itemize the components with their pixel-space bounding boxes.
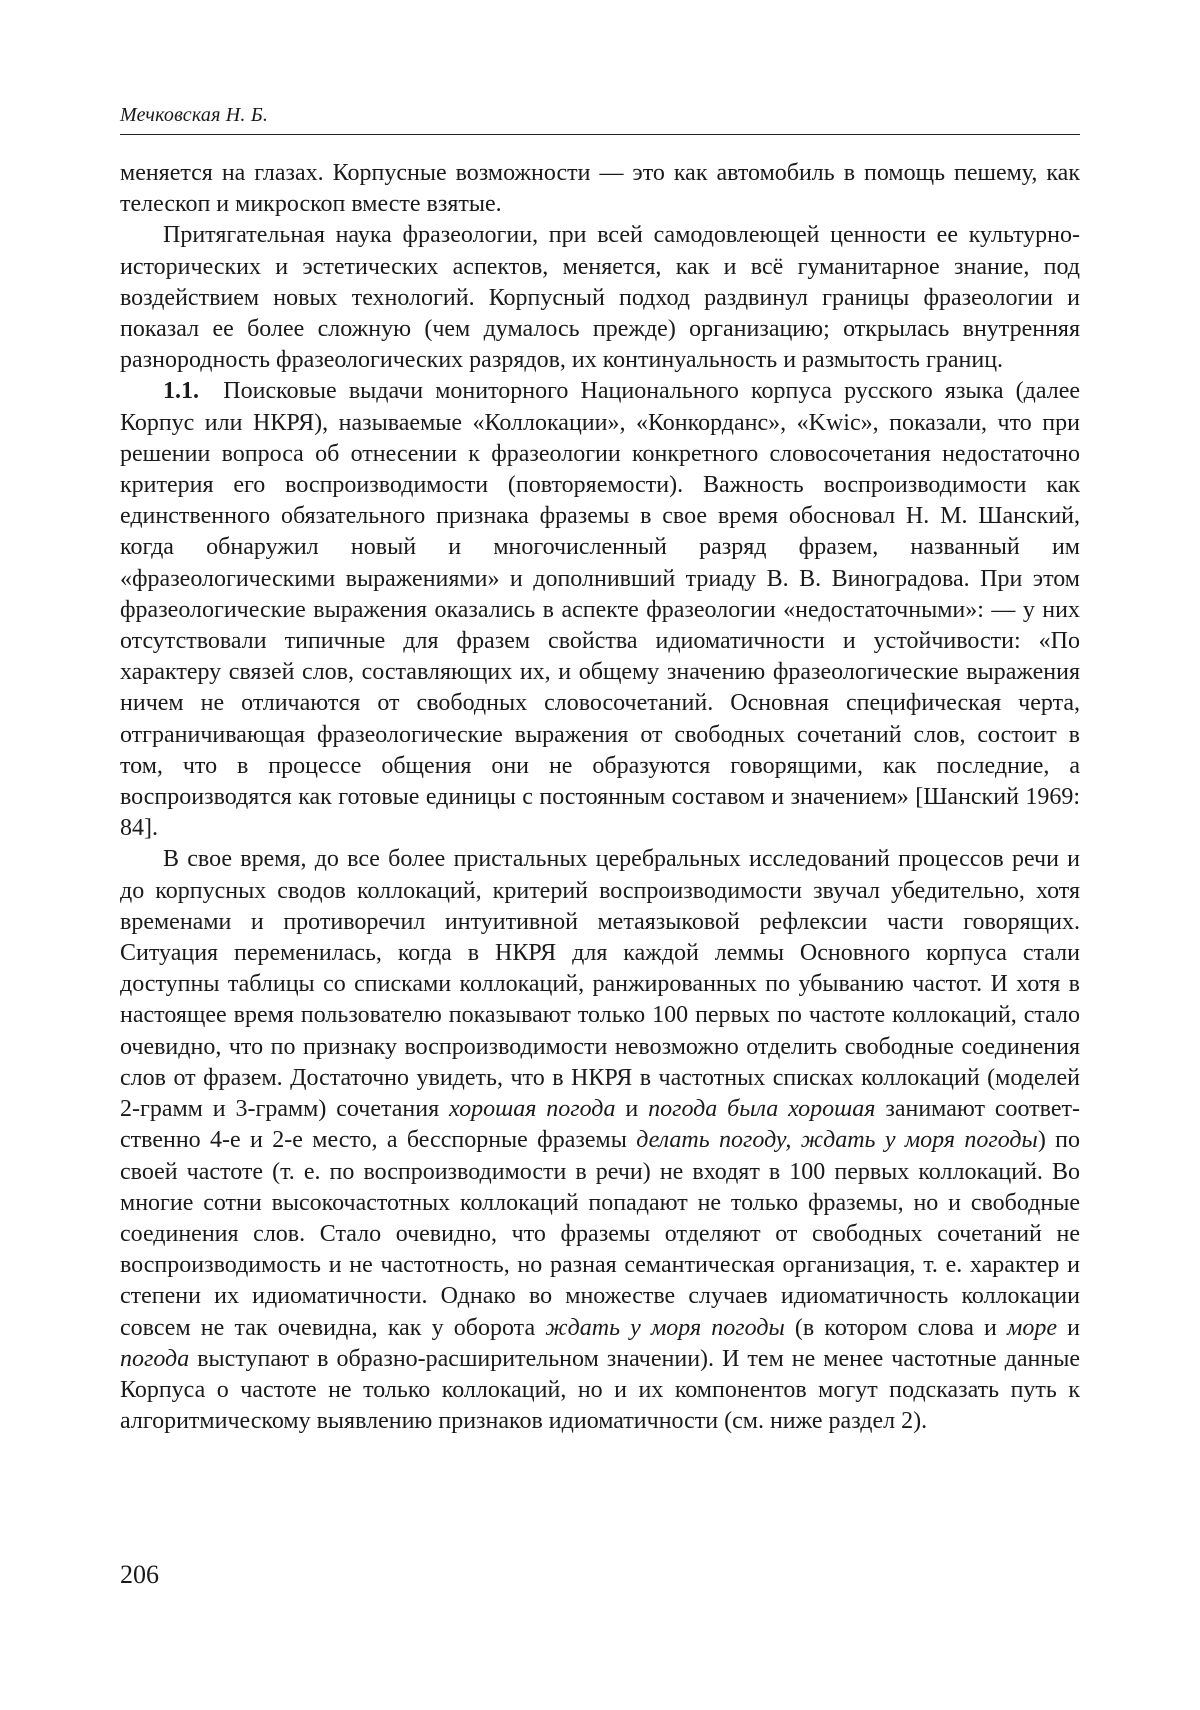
paragraph-4-text-c: занимают соответственно 4-е и 2-е место, а бесспорные фраземы: [120, 1096, 1081, 1154]
header-rule: [120, 134, 1080, 135]
running-head: Мечковская Н. Б.: [120, 104, 269, 126]
example-italic-3: делать погоду, ждать у моря погоды: [636, 1127, 1038, 1154]
section-number: 1.1.: [163, 378, 199, 405]
example-italic-1: хорошая погода: [449, 1096, 616, 1123]
paragraph-4-text-e: (в котором слова и: [784, 1314, 1008, 1341]
example-italic-5: море: [1007, 1314, 1058, 1341]
paragraph-4-text-b: и: [615, 1096, 649, 1123]
example-italic-2: погода была хорошая: [648, 1096, 876, 1123]
paragraph-1: меняется на глазах. Корпусные возможности — это как автомобиль в помощь пешему, как телескоп и микроскоп вместе взятые.: [120, 160, 1080, 218]
paragraph-4-text-f: и: [1057, 1314, 1081, 1341]
paragraph-2: Притягательная наука фразеологии, при всей самодовлеющей ценности ее культурно-исторических и эстетических аспектов, меняется, как и всё гуманитарное знание, под воздействием новых технологий. Корпусный подход раздвинул границы фразеологии и показал ее более сложную (чем думалось прежде) организацию; открылась внутренняя разнородность фразеологических разрядов, их континуальность и размытость границ.: [120, 222, 1080, 374]
page-number: 206: [120, 1560, 159, 1589]
example-italic-6: погода: [120, 1345, 190, 1372]
example-italic-4: ждать у моря погоды: [545, 1314, 785, 1341]
body-text: [120, 158, 1080, 1437]
paragraph-4-text-g: выступают в образно-расширительном значении). И тем не менее частотные данные Корпуса о частоте не только коллокаций, но и их компонентов могут подсказать путь к алгоритмическому выявлению признаков идиоматичности (см. ниже раздел 2).: [120, 1345, 1080, 1435]
paragraph-4-text-a: В свое время, до все более пристальных церебральных исследований процессов речи и до корпусных сводов коллокаций, критерий воспроизводимости звучал убедительно, хотя временами и противоречил интуитивной метаязыковой рефлексии части говорящих. Ситуация переменилась, когда в НКРЯ для каждой леммы Основного корпуса стали доступны таблицы со списками коллокаций, ранжированных по убыванию частот. И хотя в настоящее время пользователю показывают только 100 первых по частоте коллокаций, стало очевидно, что по признаку воспроизводимости невозможно отделить свободные соединения слов от фразем. Достаточно увидеть, что в НКРЯ в частотных списках коллокаций (моделей 2-грамм и 3-грамм) сочетания: [120, 846, 1080, 1123]
paragraph-4-text-d: ) по своей частоте (т. е. по воспроизводимости в речи) не входят в 100 первых коллокаций. Во многие сотни высокочастотных коллокаций попадают не только фраземы, но и свободные соединения слов. Стало очевидно, что фраземы отделяют от свободных сочетаний не воспроизводимость и не частотность, но разная семантическая организация, т. е. характер и степени их идиоматичности. Однако во множестве случаев идиоматичность коллокации совсем не так очевидна, как у оборота: [120, 1127, 1081, 1341]
paragraph-3-text: Поисковые выдачи мониторного Национального корпуса русского языка (далее Корпус или НКРЯ), называемые «Коллокации», «Конкорданс», «Kwic», показали, что при решении вопроса об отнесении к фразеологии конкретного словосочетания недостаточно критерия его воспроизводимости (повторяемости). Важность воспроизводимости как единственного обязательного признака фраземы в свое время обосновал Н. М. Шанский, когда обнаружил новый и многочисленный разряд фразем, названный им «фразеологическими выражениями» и дополнивший триаду В. В. Виноградова. При этом фразеологические выражения оказались в аспекте фразеологии «недостаточными»: — у них отсутствовали типичные для фразем свойства идиоматичности и устойчивости: «По характеру связей слов, составляющих их, и общему значению фразеологические выражения ничем не отличаются от свободных словосочетаний. Основная специфическая черта, отграничивающая фразеологические выражения от свободных сочетаний слов, состоит в том, что в процессе общения они не образуются говорящими, как последние, а воспроизводятся как готовые единицы с постоянным составом и значением» [Шанский 1969: 84].: [120, 378, 1080, 842]
paragraph-4: [120, 844, 1080, 1437]
paragraph-3: [120, 376, 1080, 844]
